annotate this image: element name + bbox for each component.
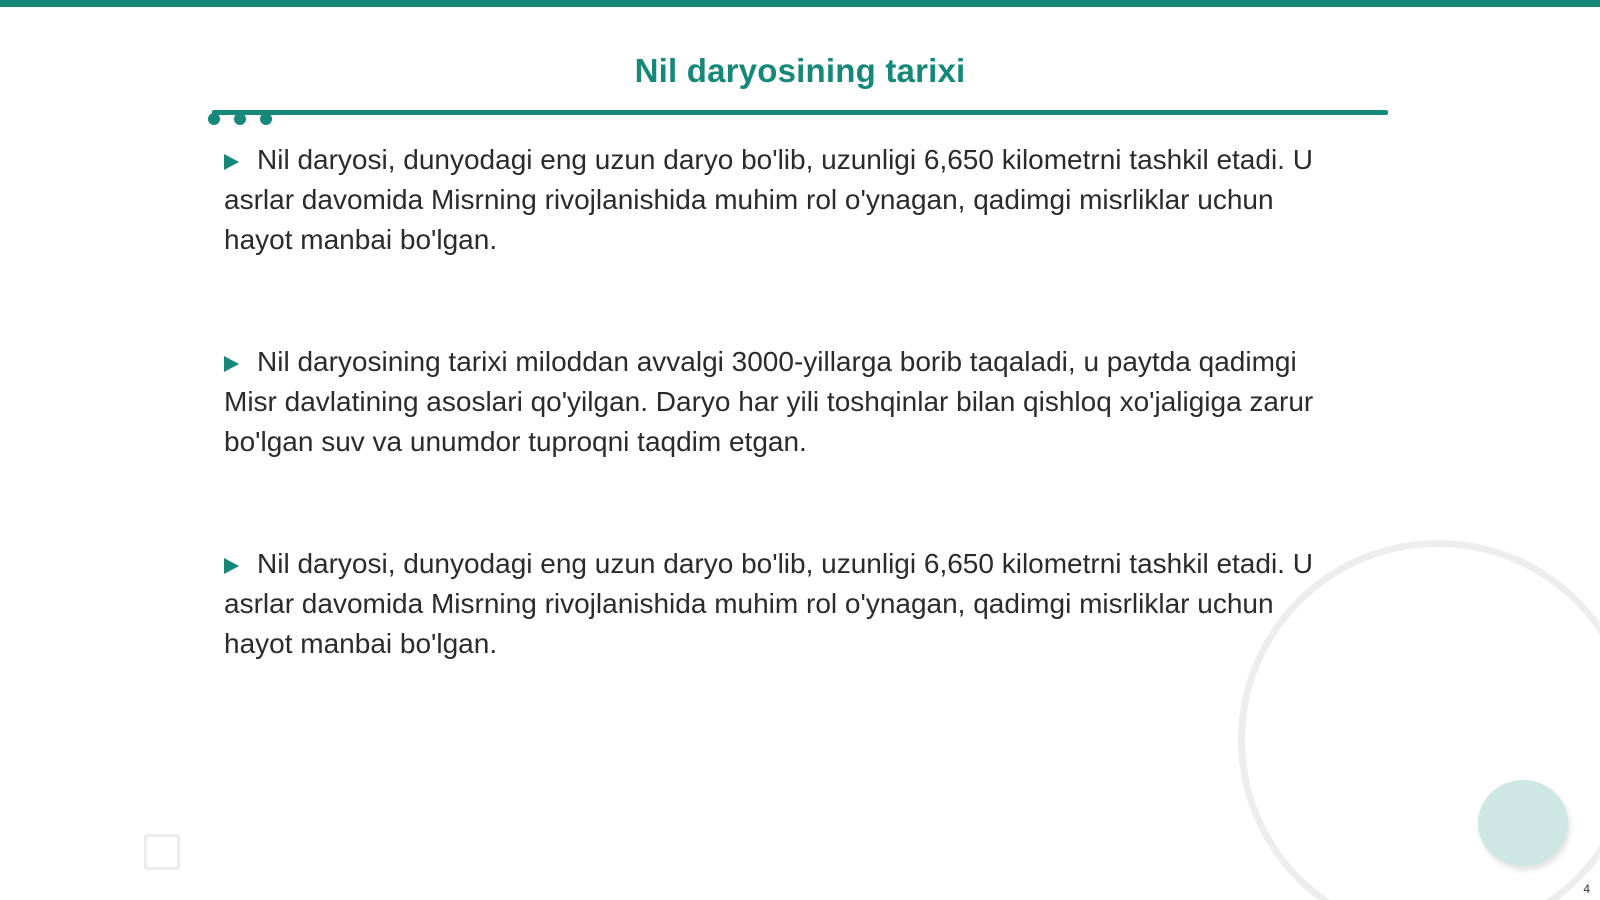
bullet-text: Nil daryosining tarixi miloddan avvalgi 3000-yillarga borib taqaladi, u paytda qadimgi Misr davlatining asoslari qo'yilgan. Daryo har yili toshqinlar bilan qishloq xo'jaligiga zarur bo'lgan suv va unumdor tuproqni taqdim etgan. bbox=[224, 346, 1314, 457]
decorative-dot bbox=[234, 113, 246, 125]
decorative-circle bbox=[1478, 780, 1568, 866]
bullet-arrow-icon bbox=[224, 356, 239, 372]
bullet-item bbox=[224, 342, 1334, 462]
slide-title: Nil daryosining tarixi bbox=[634, 52, 966, 89]
bullet-arrow-icon bbox=[224, 558, 239, 574]
bullet-arrow-icon bbox=[224, 154, 239, 170]
decorative-dot bbox=[208, 113, 220, 125]
title-underline bbox=[212, 110, 1388, 115]
top-accent-bar bbox=[0, 0, 1600, 7]
bullet-item bbox=[224, 544, 1334, 664]
bullet-text: Nil daryosi, dunyodagi eng uzun daryo bo'lib, uzunligi 6,650 kilometrni tashkil etadi. U asrlar davomida Misrning rivojlanishida muhim rol o'ynagan, qadimgi misrliklar uchun hayot manbai bo'lgan. bbox=[224, 548, 1313, 659]
decorative-dot bbox=[260, 113, 272, 125]
bullet-text: Nil daryosi, dunyodagi eng uzun daryo bo'lib, uzunligi 6,650 kilometrni tashkil etadi. U asrlar davomida Misrning rivojlanishida muhim rol o'ynagan, qadimgi misrliklar uchun hayot manbai bo'lgan. bbox=[224, 144, 1313, 255]
page-number: 4 bbox=[1583, 882, 1590, 896]
bullet-item bbox=[224, 140, 1334, 260]
decorative-square bbox=[144, 834, 180, 870]
bullet-list bbox=[224, 140, 1334, 746]
